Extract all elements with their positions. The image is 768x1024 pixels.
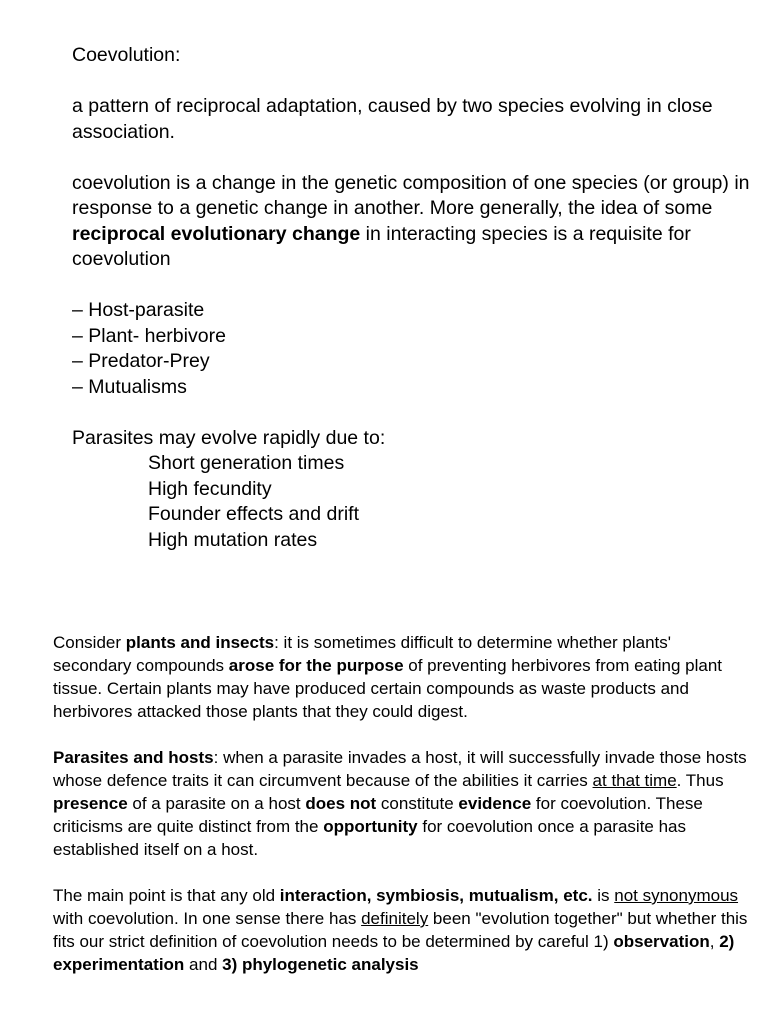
example-item: – Mutualisms — [72, 375, 187, 398]
underlined-text: not synonymous — [614, 886, 739, 905]
text: for coevolution. These criticisms are quite distinct from the — [53, 794, 703, 836]
bold-text: opportunity — [323, 817, 418, 836]
parasites-reason: Founder effects and drift — [148, 503, 360, 525]
bold-text: does not — [305, 794, 377, 813]
parasites-heading: Parasites may evolve rapidly due to: — [72, 426, 386, 449]
text: . Thus — [676, 771, 724, 790]
definition-2-bold: reciprocal evolutionary change — [72, 222, 361, 245]
text: with coevolution. In one sense there has — [53, 909, 362, 928]
notes-section — [72, 43, 752, 553]
main-point-paragraph — [53, 884, 753, 976]
text: and — [184, 955, 223, 974]
bold-text: 2) experimentation — [53, 932, 735, 974]
bold-text: arose for the purpose — [228, 656, 404, 675]
text: Consider — [53, 633, 126, 652]
plants-insects-paragraph — [53, 631, 753, 723]
underlined-text: definitely — [361, 909, 429, 928]
bold-text: evidence — [458, 794, 532, 813]
text: of preventing herbivores from eating plant tissue. Certain plants may have produced certain compounds as waste products and herbivores attacked those plants that they could digest. — [53, 656, 723, 721]
definition-2-text: coevolution is a change in the genetic composition of one species (or group) in response to a genetic change in another. More generally, the idea of some — [72, 171, 750, 219]
text: : it is sometimes difficult to determine whether plants' secondary compounds — [53, 633, 672, 675]
text: is — [592, 886, 615, 905]
bold-text: plants and insects — [125, 633, 275, 652]
definition-2 — [72, 171, 752, 273]
page-title: Coevolution: — [72, 44, 181, 66]
parasites-hosts-paragraph — [53, 746, 753, 861]
example-item: – Plant- herbivore — [72, 324, 226, 347]
bold-text: Parasites and hosts — [53, 748, 214, 767]
parasites-reason: High fecundity — [148, 477, 272, 500]
discussion-section — [53, 631, 753, 976]
example-item: – Host-parasite — [72, 299, 205, 321]
bold-text: presence — [53, 794, 128, 813]
underlined-text: at that time — [592, 771, 677, 790]
text: The main point is that any old — [53, 886, 280, 905]
text: , — [709, 932, 720, 951]
bold-text: observation — [613, 932, 710, 951]
bold-text: 3) phylogenetic analysis — [222, 955, 419, 974]
example-item: – Predator-Prey — [72, 350, 210, 372]
text: constitute — [376, 794, 459, 813]
text: been "evolution together" but whether this fits our strict definition of coevolution needs to be determined by careful 1) — [53, 909, 748, 951]
text: for coevolution once a parasite has established itself on a host. — [53, 817, 687, 859]
text: : when a parasite invades a host, it will successfully invade those hosts whose defence traits it can circumvent because of the abilities it carries — [53, 748, 747, 790]
parasites-reason: Short generation times — [148, 452, 345, 474]
definition-2-text-end: in interacting species is a requisite for coevolution — [72, 222, 691, 270]
text: of a parasite on a host — [127, 794, 306, 813]
parasites-reason: High mutation rates — [148, 528, 318, 551]
bold-text: interaction, symbiosis, mutualism, etc. — [279, 886, 593, 905]
definition-1: a pattern of reciprocal adaptation, caused by two species evolving in close association. — [72, 95, 713, 143]
